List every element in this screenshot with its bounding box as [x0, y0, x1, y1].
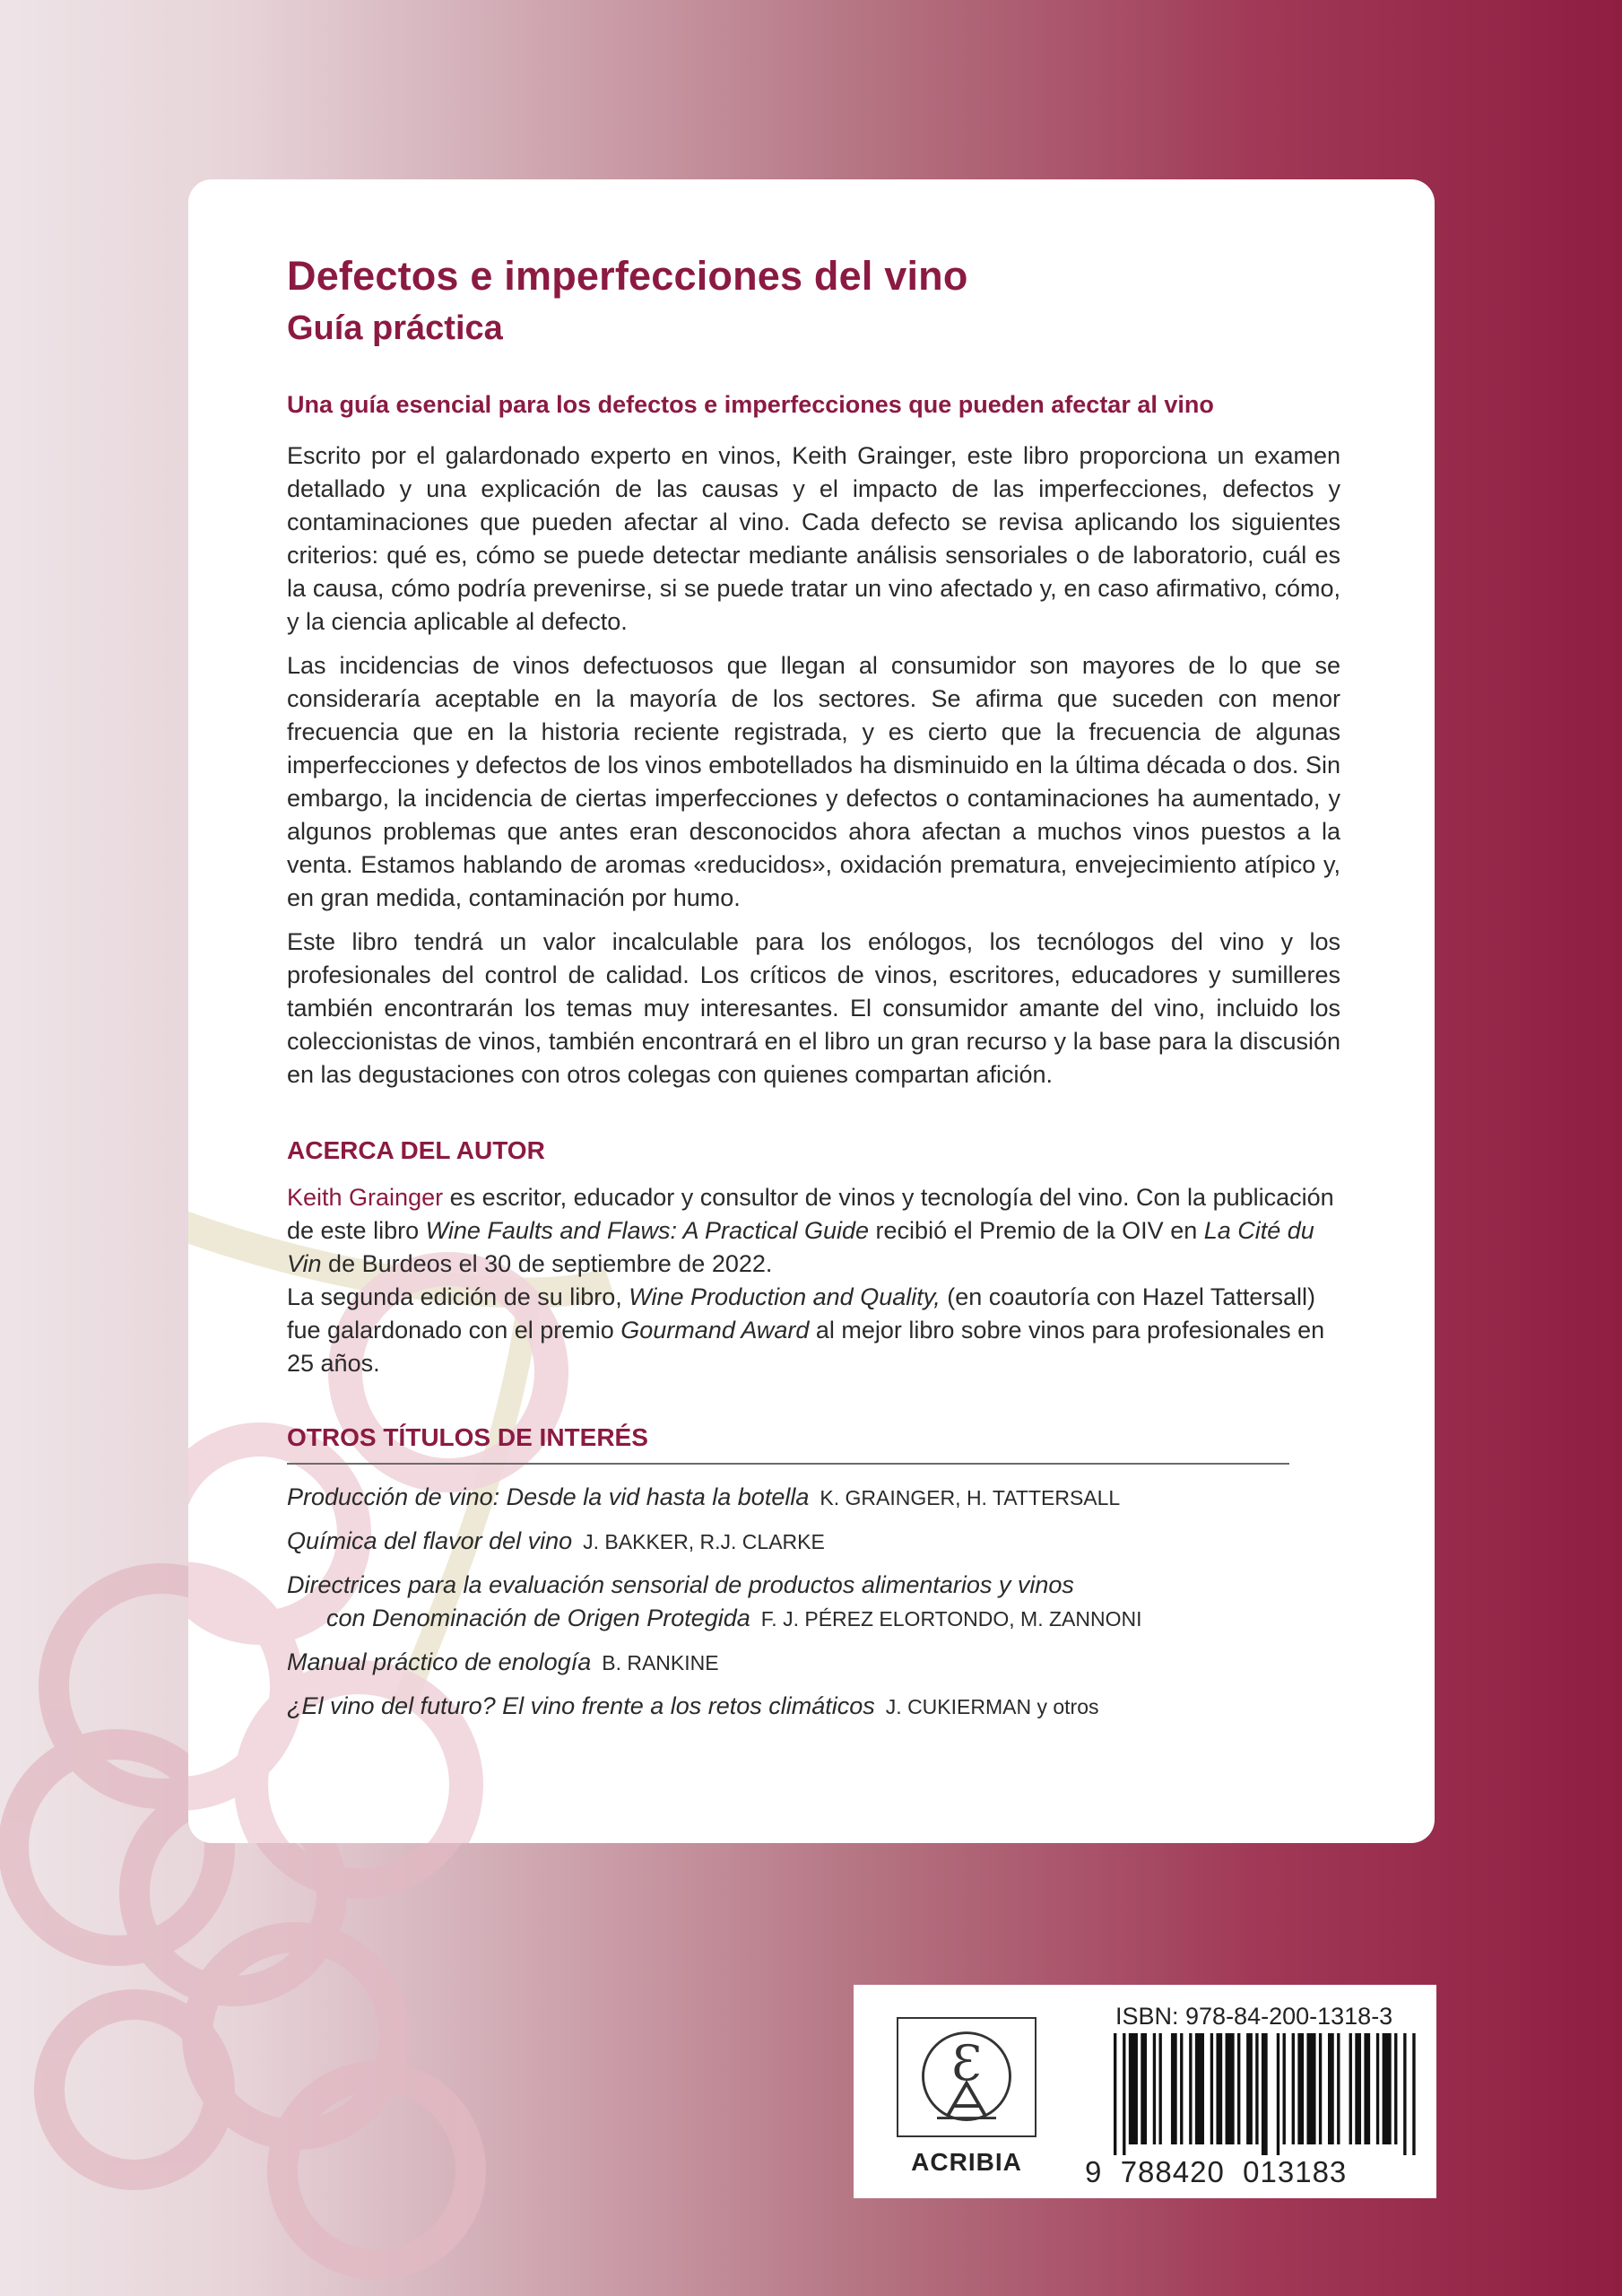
isbn-label: ISBN: 978-84-200-1318-3	[1115, 2003, 1393, 2030]
barcode-digits	[1085, 2155, 1426, 2189]
barcode-bar	[1262, 2033, 1268, 2155]
book-subtitle: Guía práctica	[287, 309, 503, 347]
about-author-heading: ACERCA DEL AUTOR	[287, 1136, 545, 1164]
list-item-authors: J. BAKKER, R.J. CLARKE	[583, 1530, 825, 1553]
barcode-bar	[1283, 2033, 1286, 2144]
list-item	[287, 1569, 1340, 1636]
description-paragraph-1: Escrito por el galardonado experto en vinos, Keith Grainger, este libro proporciona un examen detallado y una explicación de las causas y el impacto de las imperfecciones, defectos y contaminaciones que pueden afectar al vino. Cada defecto se revisa aplicando los siguientes criterios: qué es, cómo se puede detectar mediante análisis sensoriales o de laboratorio, cuál es la causa, cómo podría prevenirse, si se puede tratar un vino afectado y, en caso afirmativo, cómo, y la ciencia aplicable al defecto.	[287, 442, 1340, 635]
barcode-bar	[1383, 2033, 1392, 2144]
barcode-bar	[1195, 2033, 1204, 2144]
barcode-bar	[1328, 2033, 1334, 2144]
author-bio	[287, 1181, 1340, 1380]
barcode-bar	[1306, 2033, 1315, 2144]
bio-book-title: Wine Production and Quality,	[629, 1283, 941, 1310]
barcode-bar	[1123, 2033, 1125, 2155]
barcode-bar	[1180, 2033, 1183, 2144]
bio-venue: La Cité du Vin	[287, 1217, 1314, 1277]
book-title: Defectos e imperfecciones del vino	[287, 253, 968, 299]
bio-award: Gourmand Award	[620, 1317, 810, 1344]
book-tagline: Una guía esencial para los defectos e imperfecciones que pueden afectar al vino	[287, 391, 1214, 418]
publisher-logo-icon	[897, 2017, 1037, 2137]
list-item-title: Manual práctico de enología	[287, 1648, 592, 1675]
list-item-authors: K. GRAINGER, H. TATTERSALL	[820, 1486, 1121, 1509]
barcode-bar	[1355, 2033, 1361, 2144]
list-item-title: Directrices para la evaluación sensorial de productos alimentarios y vinos	[287, 1571, 1074, 1598]
barcode-bar	[1114, 2033, 1116, 2155]
other-titles-list	[287, 1481, 1340, 1724]
barcode-bar	[1216, 2033, 1222, 2144]
list-item	[287, 1481, 1340, 1515]
barcode-digit-group: 788420	[1120, 2155, 1225, 2188]
bio-text: es escritor, educador y consultor de vinos y tecnología del vino. Con la publicación de este libro	[287, 1184, 1334, 1244]
barcode-panel	[854, 1985, 1436, 2198]
list-item-authors: F. J. PÉREZ ELORTONDO, M. ZANNONI	[760, 1607, 1142, 1631]
barcode-digit-lead: 9	[1085, 2155, 1103, 2188]
text-panel	[188, 179, 1435, 1843]
list-item-title: Producción de vino: Desde la vid hasta la botella	[287, 1483, 810, 1510]
barcode-bar	[1394, 2033, 1397, 2144]
list-item-title: ¿El vino del futuro? El vino frente a los retos climáticos	[287, 1692, 875, 1719]
list-item-title: con Denominación de Origen Protegida	[326, 1605, 750, 1631]
list-item-authors: B. RANKINE	[602, 1651, 719, 1674]
barcode-bar	[1277, 2033, 1279, 2155]
barcode-bar	[1159, 2033, 1162, 2144]
barcode-bar	[1189, 2033, 1192, 2144]
barcode-bar	[1210, 2033, 1213, 2144]
bio-text: recibió el Premio de la OIV en	[869, 1217, 1204, 1244]
barcode-bar	[1171, 2033, 1177, 2144]
barcode-bar	[1297, 2033, 1304, 2144]
publisher-name: ACRIBIA	[911, 2148, 1022, 2176]
list-item-authors: J. CUKIERMAN y otros	[885, 1695, 1099, 1718]
barcode-bar	[1349, 2033, 1352, 2144]
barcode-bar	[1129, 2033, 1138, 2144]
bio-text: (en coautoría con Hazel Tattersall) fue galardonado con el premio	[287, 1283, 1315, 1344]
list-item	[287, 1646, 1340, 1680]
list-item	[287, 1525, 1340, 1559]
barcode-bar	[1237, 2033, 1240, 2144]
barcode-bar	[1292, 2033, 1295, 2144]
author-name: Keith Grainger	[287, 1184, 444, 1211]
barcode-bar	[1412, 2033, 1415, 2155]
barcode-bar	[1255, 2033, 1258, 2144]
barcode-bar	[1226, 2033, 1235, 2144]
barcode-bar	[1319, 2033, 1322, 2144]
cover-text	[287, 251, 1340, 1734]
barcode-bar	[1364, 2033, 1370, 2144]
bio-text: de Burdeos el 30 de septiembre de 2022.	[321, 1250, 773, 1277]
list-item-title: Química del flavor del vino	[287, 1527, 573, 1554]
bio-text: La segunda edición de su libro,	[287, 1283, 629, 1310]
bio-book-title: Wine Faults and Flaws: A Practical Guide	[425, 1217, 870, 1244]
description-paragraph-3: Este libro tendrá un valor incalculable para los enólogos, los tecnólogos del vino y los profesionales del control de calidad. Los críticos de vinos, escritores, educadores y sumilleres también encontrarán los temas muy interesantes. El consumidor amante del vino, incluido los coleccionistas de vinos, también encontrará en el libro un gran recurso y la base para la discusión en las degustaciones con otros colegas con quienes compartan afición.	[287, 928, 1340, 1088]
logo-letter: Ɛ	[951, 2034, 982, 2092]
description-paragraph-2: Las incidencias de vinos defectuosos que llegan al consumidor son mayores de lo que se consideraría aceptable en la mayoría de los sectores. Se afirma que suceden con menor frecuencia que en la historia reciente registrada, y es cierto que la frecuencia de algunas imperfecciones y defectos de los vinos embotellados ha disminuido en la última década o dos. Sin embargo, la incidencia de ciertas imperfecciones y defectos o contaminaciones ha aumentado, y algunos problemas que antes eran desconocidos ahora afectan a muchos vinos puestos a la venta. Estamos hablando de aromas «reducidos», oxidación prematura, envejecimiento atípico y, en gran medida, contaminación por humo.	[287, 652, 1340, 911]
other-titles-heading: OTROS TÍTULOS DE INTERÉS	[287, 1422, 1289, 1465]
barcode-bar	[1153, 2033, 1156, 2144]
barcode-bar	[1376, 2033, 1379, 2144]
bio-text: al mejor libro sobre vinos para profesionales en 25 años.	[287, 1317, 1325, 1377]
barcode-bar	[1246, 2033, 1253, 2144]
barcode-bar	[1337, 2033, 1340, 2144]
barcode-icon	[1114, 2033, 1418, 2155]
barcode-bar	[1403, 2033, 1406, 2155]
list-item	[287, 1690, 1340, 1724]
barcode-bar	[1141, 2033, 1147, 2144]
list-item-continuation	[287, 1602, 1340, 1636]
barcode-digit-group: 013183	[1243, 2155, 1348, 2188]
